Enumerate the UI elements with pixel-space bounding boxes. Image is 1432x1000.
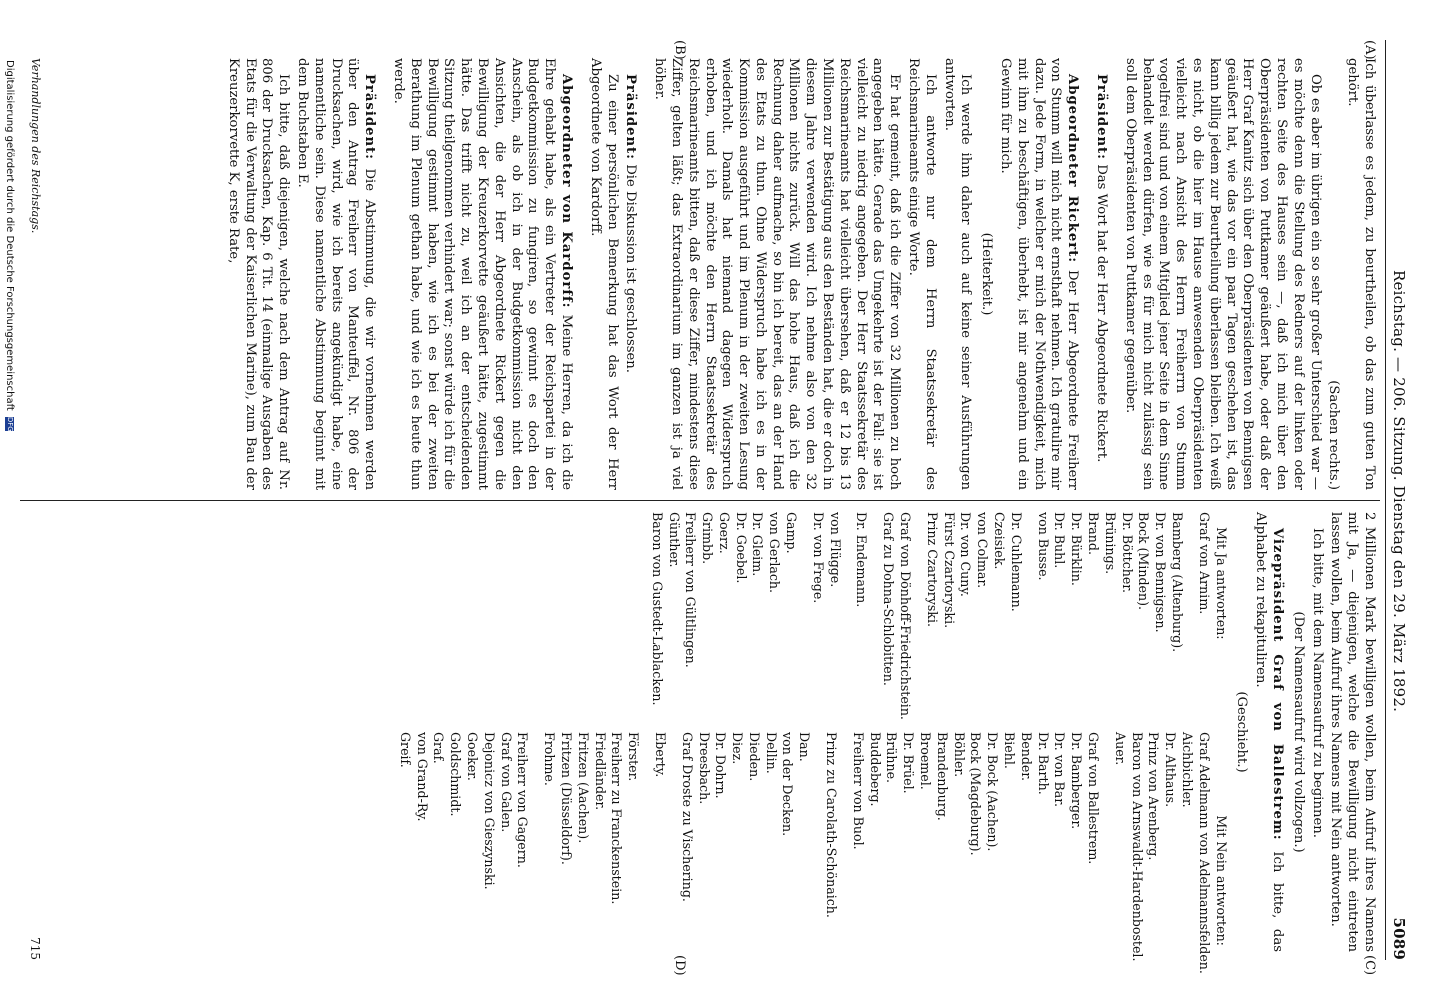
vote-name: Graf Droste zu Vischering. bbox=[679, 732, 695, 902]
vote-name: Brühne. bbox=[884, 732, 900, 784]
vote-name: Baron von Gustedt-Lablacken. bbox=[649, 512, 665, 706]
paragraph: Ich bitte, daß diejenigen, welche nach dem Antrag auf Nr. 806 der Drucksachen, Kap. 6 Tit. 14 (einmalige Ausgaben des Etats für die Verwaltung der Kaiserlichen Marine), zum Bau der Kreuzerkorvette K, erste Rate, bbox=[225, 58, 292, 490]
vote-name: Günther. bbox=[666, 512, 682, 568]
vote-name: Dr. Althaus. bbox=[1163, 732, 1179, 808]
speaker-label: Abgeordneter von Kardorff: bbox=[558, 74, 574, 309]
vote-name: Dr. Buhl. bbox=[1052, 512, 1068, 569]
vote-name: Aichbichler. bbox=[1180, 732, 1196, 808]
vote-name: Greif. bbox=[397, 732, 413, 768]
speaker-label: Vizepräsident Graf von Ballestrem: bbox=[1270, 528, 1286, 841]
paragraph: Ich bitte, mit dem Namensaufruf zu beginnen. bbox=[1309, 528, 1325, 838]
vote-name: Bock (Magdeburg). bbox=[968, 732, 984, 856]
vote-name: Dejonicz von Gieszynski. bbox=[481, 732, 497, 890]
vote-name: Freiherr von Buol. bbox=[850, 732, 866, 850]
vote-name: Frohme. bbox=[542, 732, 558, 786]
vote-name: von der Decken. bbox=[780, 732, 796, 837]
margin-letter-c: (C) bbox=[1362, 955, 1377, 976]
vote-name: Dr. von Frege. bbox=[810, 512, 826, 604]
paragraph: Er hat gemeint, daß ich die Ziffer von 32 Millionen zu hoch angegeben hätte. Gerade das Umgekehrte ist der Fall: sie ist vielleicht zu niedrig angegeben. Der Herr Staatssekretär des Reichsmarineamts hat vielleicht übersehen, daß er 12 bis 13 Millionen zur Bestätigung aus den Beständen hat, die er doch in diesem Jahre verwenden wird. Ich nehme also von den 32 Millionen nichts zurück. Will das hohe Haus, daß ich die Rechnung daher aufmache, so bin ich bereit, das an der Hand des Etats zu thun. Ohne Widerspruch habe ich es in der Kommission ausgeführt und im Plenum in der zweiten Lesung wiederholt. Damals hat niemand dagegen Widerspruch erhoben, und ich möchte den Herrn Staatssekretär des Reichsmarineamts bitten, daß er diese Ziffer, mindestens diese Ziffer, gelten läßt; das Extraordinarium im ganzen ist ja viel höher. bbox=[652, 58, 903, 490]
vote-name: Brandenburg. bbox=[934, 732, 950, 821]
vote-name: Dr. Böttcher. bbox=[1119, 512, 1135, 593]
speaker-label: Präsident: bbox=[362, 74, 378, 161]
no-label: Mit Nein antworten: bbox=[1213, 815, 1229, 946]
vote-name: Dr. Bock (Aachen). bbox=[985, 732, 1001, 852]
vote-name: Prinz zu Carolath-Schönaich. bbox=[824, 732, 840, 918]
paragraph: 2 Millionen Mark bewilligen wollen, beim Aufruf ihres Namens mit Ja, — diejenigen, welche die Bewilligung nicht eintreten lassen wollen, beim Aufruf ihres Namens mit Nein antworten. bbox=[1328, 512, 1377, 952]
vote-name: Dr. Bürklin. bbox=[1069, 512, 1085, 586]
vote-name: Dr. von Cuny. bbox=[958, 512, 974, 597]
vote-name: Freiherr von Gültlingen. bbox=[683, 512, 699, 668]
vote-name: Auer. bbox=[1112, 732, 1128, 766]
header-title: Reichstag. — 206. Sitzung. Dienstag den 29. März 1892. bbox=[1390, 270, 1408, 713]
page-number: 5089 bbox=[1390, 917, 1408, 960]
vote-name: Böhler. bbox=[951, 732, 967, 778]
paragraph: Ich werde ihm daher auch auf keine seiner Ausführungen antworten. bbox=[941, 58, 974, 490]
yes-label: Mit Ja antworten: bbox=[1213, 527, 1229, 640]
paragraph: Ich antworte nur dem Herrn Staatssekretär des Reichsmarineamts einige Worte. bbox=[906, 58, 938, 490]
vote-name: Freiherr von Gagern. bbox=[515, 732, 531, 868]
vote-name: Dr. Endemann. bbox=[854, 512, 870, 608]
vote-name: Bock (Minden). bbox=[1136, 512, 1152, 611]
vote-name: Graf von Dönhoff-Friedrichstein. bbox=[898, 512, 914, 720]
vote-name: Czeisiek. bbox=[992, 512, 1008, 570]
vote-name: Dr. von Bar. bbox=[1052, 732, 1068, 807]
vote-name: Fritzen (Düsseldorf). bbox=[558, 732, 574, 865]
vote-name: von Flügge. bbox=[827, 512, 843, 588]
vote-name: Eberty. bbox=[652, 732, 668, 778]
vote-name: Goerz. bbox=[716, 512, 732, 554]
margin-letter-b: (B) bbox=[672, 40, 687, 60]
vote-name: Biehl. bbox=[1002, 732, 1018, 769]
vote-name: Buddeberg. bbox=[867, 732, 883, 807]
footnote: Verhandlungen des Reichstags. bbox=[29, 58, 42, 234]
page-header bbox=[1386, 40, 1412, 960]
vote-name: von Gerlach. bbox=[767, 512, 783, 594]
vote-name: Grimbb. bbox=[700, 512, 716, 565]
vote-name: Broemel. bbox=[918, 732, 934, 790]
vote-name: Dr. Barth. bbox=[1035, 732, 1051, 795]
vote-name: Dellin. bbox=[763, 732, 779, 774]
column-rule bbox=[20, 500, 1380, 501]
vote-name: Graf Adelmann von Adelmannsfelden. bbox=[1196, 732, 1212, 974]
vote-name: Graf von Arnim. bbox=[1196, 512, 1212, 615]
vote-name: Dreesbach. bbox=[696, 732, 712, 805]
paragraph: Zu einer persönlichen Bemerkung hat das Wort der Herr Abgeordnete von Kardorff. bbox=[587, 58, 620, 490]
vote-name: von Busse. bbox=[1035, 512, 1051, 581]
vote-name: Dr. Bamberger. bbox=[1069, 732, 1085, 830]
vote-name: Fritzen (Aachen). bbox=[575, 732, 591, 844]
vote-name: von Colmar. bbox=[975, 512, 991, 589]
vote-name: Prinz Czartoryski. bbox=[924, 512, 940, 627]
vote-name: Fürst Czartoryski. bbox=[941, 512, 957, 629]
vote-name: Diez. bbox=[730, 732, 746, 765]
vote-name: Graf. bbox=[431, 732, 447, 764]
speaker-label: Präsident: bbox=[1094, 74, 1110, 161]
interjection: (Geschieht.) bbox=[1234, 691, 1250, 773]
vote-name: Graf von Galen. bbox=[498, 732, 514, 833]
digitization-notice bbox=[4, 60, 15, 431]
vote-name: Förster. bbox=[626, 732, 642, 782]
paragraph: Präsident: Die Abstimmung, die wir vornehmen werden über den Antrag Freiherr von Manteuffel, Nr. 806 der Drucksachen, wird, wie ich bereits angekündigt habe, eine namentliche sein. Diese namentliche Abstimmung beginnt mit dem Buchstaben E. bbox=[294, 58, 378, 490]
paragraph: Ob es aber im übrigen ein so sehr großer Unterschied war — es möchte denn die Stellung des Redners auf der linken oder rechten Seite des Hauses sein —, daß ich mich über den Oberpräsidenten von Puttkamer geäußert habe, oder daß der Herr Graf Kanitz sich über den Oberpräsidenten von Bennigsen geäußert hat, wie das vor ein paar Tagen geschehen ist, das kann billig jedem zur Beurtheilung überlassen bleiben. Ich weiß es nicht, ob die hier im Hause anwesenden Oberpräsidenten vielleicht nach Ansicht des Herrn Freiherrn von Stumm vogelfrei sind und von einem Mitglied jener Seite in dem Sinne behandelt werden dürfen, wie es für mich nicht zulässig sein soll dem Oberpräsidenten von Puttkamer gegenüber. bbox=[1122, 58, 1323, 490]
interjection: (Der Namensaufruf wird vollzogen.) bbox=[1290, 611, 1306, 853]
paragraph: Ich überlasse es jedem, zu beurtheilen, ob das zum guten Ton gehört. bbox=[1345, 58, 1377, 490]
vote-name: Dr. Gleim. bbox=[750, 512, 766, 577]
page-foot-number: 715 bbox=[28, 937, 42, 960]
paragraph: Vizepräsident Graf von Ballestrem: Ich bitte, das Alphabet zu rekapituliren. bbox=[1253, 512, 1286, 952]
vote-name: Bamberg (Altenburg). bbox=[1170, 512, 1186, 653]
vote-name: Goeker. bbox=[464, 732, 480, 781]
vote-name: Brand. bbox=[1086, 512, 1102, 555]
vote-name: Prinz von Arenberg. bbox=[1146, 732, 1162, 861]
speaker-label: Abgeordneter Rickert: bbox=[1065, 74, 1081, 264]
vote-name: von Grand-Ry. bbox=[414, 732, 430, 822]
vote-name: Graf von Ballestrem. bbox=[1086, 732, 1102, 865]
interjection: (Sachen rechts.) bbox=[1326, 380, 1342, 490]
yes-names bbox=[386, 512, 1212, 720]
vote-name: Dieden. bbox=[746, 732, 762, 782]
no-names bbox=[386, 732, 1212, 974]
margin-letter-a: (A) bbox=[1362, 40, 1377, 60]
vote-name: Freiherr zu Franckenstein. bbox=[609, 732, 625, 905]
vote-name: Friedländer. bbox=[592, 732, 608, 811]
vote-name: Bender. bbox=[1018, 732, 1034, 781]
speaker-label: Präsident: bbox=[623, 74, 639, 161]
vote-name: Goldschmidt. bbox=[448, 732, 464, 817]
paragraph: Präsident: Die Diskussion ist geschlossen. bbox=[623, 74, 639, 373]
left-column bbox=[222, 58, 1377, 490]
vote-name: Brünings. bbox=[1102, 512, 1118, 575]
paragraph: Abgeordneter Rickert: Der Herr Abgeordnete Freiherr von Stumm will mich nicht ernsthaft nehmen. Ich gratulire mir dazu. Jede Form, in welcher er mich der Nothwendigkeit, mich mit ihm zu beschäftigen, überhebt, ist mir angenehm und ein Gewinn für mich. bbox=[998, 58, 1081, 490]
vote-name: Gamp. bbox=[784, 512, 800, 554]
interjection: (Heiterkeit.) bbox=[979, 232, 995, 316]
header-rule bbox=[1385, 40, 1386, 960]
vote-name: Dr. von Bennigsen. bbox=[1153, 512, 1169, 633]
vote-name: Dr. Brüel. bbox=[901, 732, 917, 794]
vote-name: Baron von Arnswaldt-Hardenbostel. bbox=[1129, 732, 1145, 962]
vote-name: Dr. Cuhlemann. bbox=[1008, 512, 1024, 612]
vote-name: Graf zu Dohna-Schlobitten. bbox=[881, 512, 897, 686]
margin-letter-d: (D) bbox=[672, 955, 687, 976]
vote-name: Dr. Goebel. bbox=[733, 512, 749, 584]
paragraph: Präsident: Das Wort hat der Herr Abgeordnete Rickert. bbox=[1094, 74, 1110, 463]
right-column bbox=[386, 512, 1377, 974]
digitization-text: Digitalisierung gefördert durch die Deutsche Forschungsgemeinschaft bbox=[4, 60, 15, 411]
dfg-logo: DFG bbox=[6, 416, 15, 432]
vote-list bbox=[1212, 512, 1229, 952]
vote-name: Dan. bbox=[797, 732, 813, 762]
vote-name: Dr. Dohrn. bbox=[713, 732, 729, 799]
paragraph: Abgeordneter von Kardorff: Meine Herren, da ich die Ehre gehabt habe, als ein Vertreter der Reichspartei in der Budgetkommission zu fungiren, so gewinnt es doch den Anschein, als ob ich in der Budgetkommission nicht den Ansichten, die der Herr Abgeordnete Rickert gegen die Bewilligung der Kreuzerkorvette geäußert hätte, zugestimmt hätte. Das trifft nicht zu, weil ich an der entscheidenden Sitzung theilgenommen verhindert war; sonst würde ich für die Bewilligung gestimmt haben, wie ich es bei der zweiten Berathung im Plenum gethan habe, und wie ich es heute thun werde. bbox=[390, 58, 574, 490]
